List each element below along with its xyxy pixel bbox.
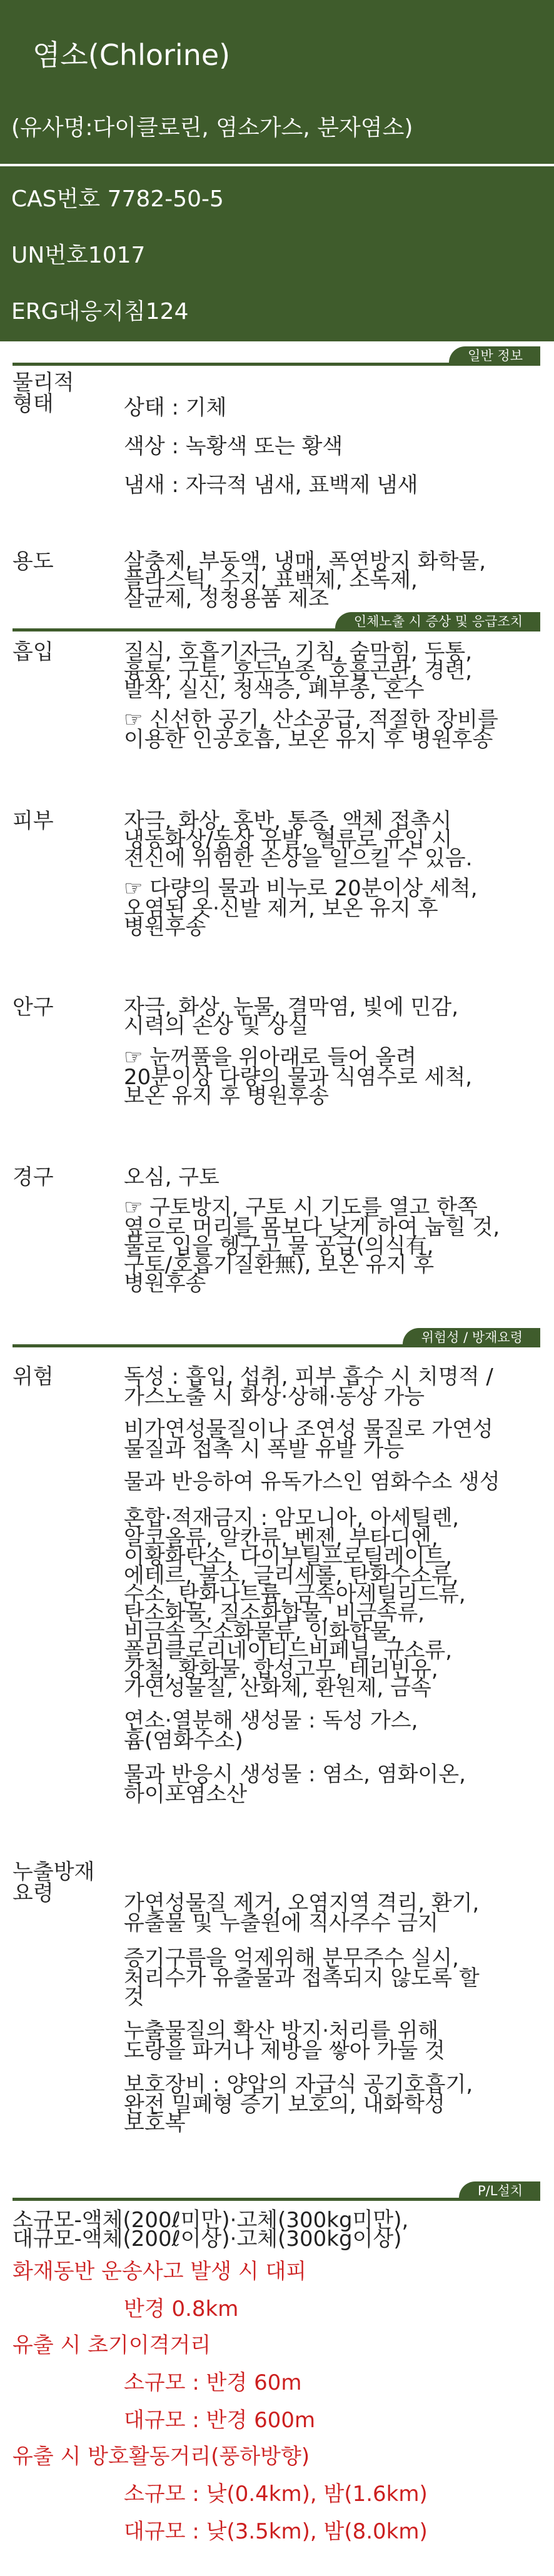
inhalation-aid-line: ☞ 신선한 공기, 산소공급, 적절한 장비를 <box>124 707 498 732</box>
toxicity-line: 가스노출 시 화상·상해·동상 가능 <box>124 1384 425 1409</box>
ingestion-aid-line: 병원후송 <box>124 1271 206 1296</box>
ingestion-aid-line: 구토/호흡기질환無), 보온 유지 후 <box>124 1252 435 1277</box>
erg-guide: ERG대응지침124 <box>11 299 189 325</box>
skin-symptom-line: 전신에 위험한 손상을 일으킬 수 있음. <box>124 846 473 871</box>
spill-diffusion-line: 도랑을 파거나 제방을 쌓아 가둘 것 <box>124 2038 445 2063</box>
skin-label: 피부 <box>13 808 54 833</box>
protective-action-large: 대규모 : 낮(3.5km), 밤(8.0km) <box>124 2519 428 2544</box>
scale-small-definition: 소규모-액체(200ℓ미만)·고체(300kg미만), <box>13 2208 409 2233</box>
pl-badge: P/L설치 <box>459 2181 540 2200</box>
flammability-line: 물질과 접촉 시 폭발 유발 가능 <box>124 1437 405 1462</box>
incompatible-line: 에테르, 불소, 글리세롤, 탄화수소류, <box>124 1563 459 1588</box>
eye-symptom-line: 자극, 화상, 눈물, 결막염, 빛에 민감, <box>124 995 459 1020</box>
eye-aid-line: 20분이상 다량의 물과 식염수로 세척, <box>124 1065 473 1090</box>
initial-isolation-large: 대규모 : 반경 600m <box>124 2408 316 2433</box>
spill-ppe-line: 보호복 <box>124 2111 186 2136</box>
usage-line: 살충제, 부동액, 냉매, 폭연방지 화학물, <box>124 549 486 574</box>
eye-aid-line: ☞ 눈꺼풀을 위아래로 들어 올려 <box>124 1045 416 1070</box>
chemical-title: 염소(Chlorine) <box>33 38 231 72</box>
general-info-divider <box>13 344 540 366</box>
codes-header <box>0 166 554 341</box>
physical-form-label-2: 형태 <box>13 391 54 416</box>
combustion-line: 연소·열분해 생성물 : 독성 가스, <box>124 1708 418 1733</box>
hazard-divider <box>13 1326 540 1347</box>
skin-aid-line: ☞ 다량의 물과 비누로 20분이상 세척, <box>124 876 478 901</box>
incompatible-line: 비금속 수소화물류, 인화합물, <box>124 1619 398 1644</box>
incompatible-line: 이황화탄소, 다이부틸프로틸레이트, <box>124 1544 453 1569</box>
ingestion-aid-line: 물로 입을 헹구고 물 공급(의식有, <box>124 1234 434 1259</box>
exposure-section <box>0 631 554 1326</box>
incompatible-line: 강철, 황화물, 합성고무, 테리빈유, <box>124 1657 438 1682</box>
spill-ppe-line: 보호장비 : 양압의 자급식 공기호흡기, <box>124 2072 473 2097</box>
ingestion-aid-line: 옆으로 머리를 몸보다 낮게 하여 눕힐 것, <box>124 1215 500 1240</box>
fire-evacuation-title: 화재동반 운송사고 발생 시 대피 <box>13 2259 307 2284</box>
physical-form-label-1: 물리적 <box>13 370 74 395</box>
pl-divider <box>13 2179 540 2201</box>
toxicity-line: 독성 : 흡입, 섭취, 피부 흡수 시 치명적 / <box>124 1364 493 1389</box>
spill-remove-line: 유출물 및 누출원에 직사주수 금지 <box>124 1911 439 1936</box>
ingestion-aid-line: ☞ 구토방지, 구토 시 기도를 열고 한쪽 <box>124 1195 478 1220</box>
initial-isolation-small: 소규모 : 반경 60m <box>124 2370 302 2395</box>
flammability-line: 비가연성물질이나 조연성 물질로 가연성 <box>124 1417 493 1442</box>
hazard-badge: 위험성 / 방재요령 <box>403 1328 540 1347</box>
spill-vapor-line: 것 <box>124 1985 144 2010</box>
spill-label-2: 요령 <box>13 1881 54 1906</box>
cas-number: CAS번호 7782-50-5 <box>11 186 224 212</box>
inhalation-symptom-line: 질식, 호흡기자극, 기침, 숨막힘, 두통, <box>124 640 473 665</box>
water-products-line: 물과 반응시 생성물 : 염소, 염화이온, <box>124 1762 466 1787</box>
inhalation-symptom-line: 발작, 실신, 청색증, 폐부종, 혼수 <box>124 677 425 702</box>
color-value: 색상 : 녹황색 또는 황색 <box>124 434 343 459</box>
spill-vapor-line: 처리수가 유출물과 접촉되지 않도록 할 <box>124 1966 480 1991</box>
fire-evacuation-radius: 반경 0.8km <box>124 2297 239 2322</box>
distance-section <box>0 2201 554 2576</box>
spill-diffusion-line: 누출물질의 확산 방지·처리를 위해 <box>124 2018 439 2043</box>
ingestion-symptom-line: 오심, 구토 <box>124 1165 219 1190</box>
odor-value: 냄새 : 자극적 냄새, 표백제 냄새 <box>124 473 418 498</box>
skin-symptom-line: 자극, 화상, 홍반, 통증, 액체 접촉시 <box>124 808 452 833</box>
eye-label: 안구 <box>13 995 54 1020</box>
ingestion-label: 경구 <box>13 1165 54 1190</box>
skin-symptom-line: 냉동화상/동상 유발, 혈류로 유입 시 <box>124 827 453 852</box>
exposure-badge: 인체노출 시 증상 및 응급조치 <box>335 612 540 631</box>
scale-large-definition: 대규모-액체(200ℓ이상)·고체(300kg이상) <box>13 2226 402 2251</box>
title-header <box>0 0 554 164</box>
usage-line: 살균제, 정청용품 제조 <box>124 586 330 611</box>
eye-symptom-line: 시력의 손상 및 상실 <box>124 1014 309 1039</box>
combustion-line: 흄(염화수소) <box>124 1728 243 1753</box>
spill-label-1: 누출방재 <box>13 1859 95 1884</box>
incompatible-line: 혼합·적재금지 : 암모니아, 아세틸렌, <box>124 1506 460 1531</box>
water-products-line: 하이포염소산 <box>124 1782 248 1807</box>
initial-isolation-title: 유출 시 초기이격거리 <box>13 2333 211 2358</box>
skin-aid-line: 오염된 옷·신발 제거, 보온 유지 후 <box>124 896 438 921</box>
incompatible-line: 탄소화물, 질소화합물, 비금속류, <box>124 1601 425 1626</box>
skin-aid-line: 병원후송 <box>124 915 206 940</box>
incompatible-line: 수소, 탄화나트륨, 금속아세틸리드류, <box>124 1582 466 1607</box>
inhalation-symptom-line: 흉통, 구토, 후두부종, 호흡곤란, 경련, <box>124 658 473 683</box>
incompatible-line: 가연성물질, 산화제, 환원제, 금속 <box>124 1676 431 1701</box>
usage-label: 용도 <box>13 549 54 574</box>
state-value: 상태 : 기체 <box>124 395 227 420</box>
protective-action-small: 소규모 : 낮(0.4km), 밤(1.6km) <box>124 2482 428 2507</box>
water-reaction-line: 물과 반응하여 유독가스인 염화수소 생성 <box>124 1469 500 1494</box>
eye-aid-line: 보온 유지 후 병원후송 <box>124 1084 330 1109</box>
inhalation-label: 흡입 <box>13 640 54 665</box>
incompatible-line: 알코올류, 알칸류, 벤젠, 부타디엔, <box>124 1526 438 1551</box>
incompatible-line: 폴리클로리네이티드비페닐, 규소류, <box>124 1638 453 1663</box>
exposure-divider <box>13 610 540 631</box>
general-info-badge: 일반 정보 <box>449 346 540 365</box>
un-number: UN번호1017 <box>11 243 146 268</box>
usage-line: 플라스틱, 수지, 표백제, 소독제, <box>124 568 418 593</box>
chemical-alias: (유사명:다이클로린, 염소가스, 분자염소) <box>11 115 413 141</box>
hazard-label: 위험 <box>13 1364 54 1389</box>
hazard-section <box>0 1347 554 2179</box>
protective-action-title: 유출 시 방호활동거리(풍하방향) <box>13 2444 310 2469</box>
general-info-section <box>0 366 554 610</box>
inhalation-aid-line: 이용한 인공호흡, 보온 유지 후 병원후송 <box>124 727 493 752</box>
spill-vapor-line: 증기구름을 억제위해 분무주수 실시, <box>124 1946 459 1971</box>
spill-remove-line: 가연성물질 제거, 오염지역 격리, 환기, <box>124 1891 480 1916</box>
spill-ppe-line: 완전 밀폐형 증기 보호의, 내화학성 <box>124 2092 445 2117</box>
